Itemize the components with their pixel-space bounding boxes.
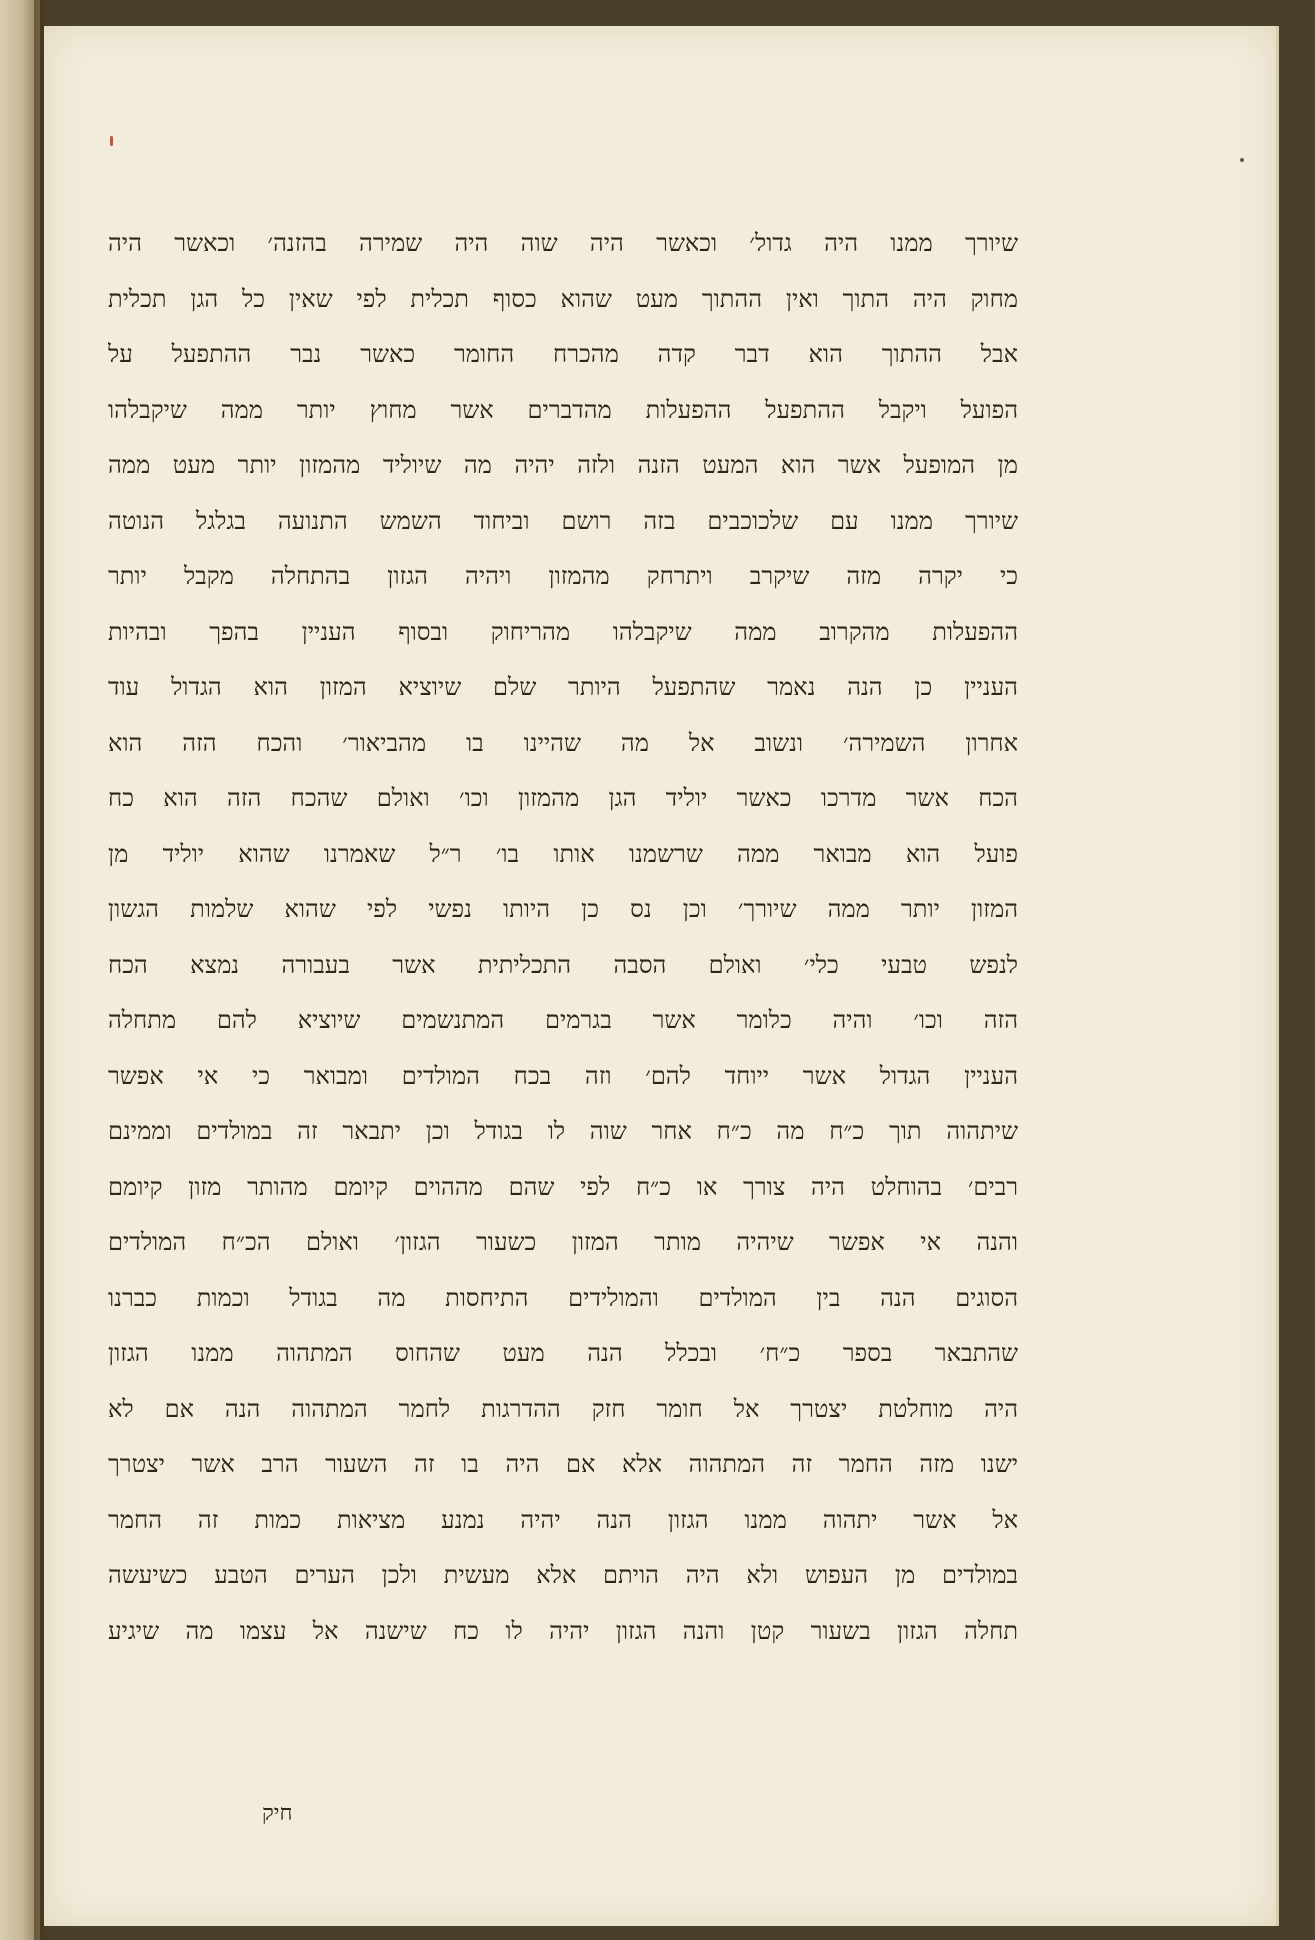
text-line: אל אשר יתהוה ממנו הגזון הנה יהיה נמנע מציאות כמות זה החמר bbox=[108, 1505, 1018, 1534]
text-line: ההפעלות מהקרוב ממה שיקבלהו מהריחוק ובסוף העניין בהפך ובהיות bbox=[108, 617, 1018, 646]
text-line: כי יקרה מזה שיקרב ויתרחק מהמזון ויהיה הגזון בהתחלה מקבל יותר bbox=[108, 562, 1018, 590]
ink-spot bbox=[1240, 158, 1244, 162]
margin-mark bbox=[110, 136, 113, 146]
text-line: אחרון השמירה׳ ונשוב אל מה שהיינו בו מהביאור׳ והכח הזה הוא bbox=[108, 728, 1018, 757]
text-line: שיורך ממנו היה גדול׳ וכאשר היה שוה היה שמירה בהזנה׳ וכאשר היה bbox=[108, 229, 1018, 257]
text-line: אבל ההתוך הוא דבר קדה מהכרח החומר כאשר נבר ההתפעל על bbox=[108, 340, 1018, 368]
text-line: והנה אי אפשר שיהיה מותר המזון כשעור הגזון׳ ואולם הכ״ח המולדים bbox=[108, 1228, 1018, 1256]
text-line: היה מוחלטת יצטרך אל חומר חזק ההדרגות לחמר המתהוה הנה אם לא bbox=[108, 1394, 1018, 1423]
text-line: תחלה הגזון בשעור קטן והנה הגזון יהיה לו כח שישנה אל עצמו מה שיגיע bbox=[108, 1616, 1018, 1645]
text-line: לנפש טבעי כלי׳ ואולם הסבה התכליתית אשר בעבורה נמצא הכח bbox=[108, 950, 1018, 979]
text-line: העניין הגדול אשר ייוחד להם׳ וזה בכח המולדים ומבואר כי אי אפשר bbox=[108, 1061, 1018, 1090]
text-line: שיתהוה תוך כ״ח מה כ״ח אחר שוה לו בגודל וכן יתבאר זה במולדים וממינם bbox=[108, 1117, 1018, 1145]
text-line: מחוק היה התוך ואין ההתוך מעט שהוא כסוף תכלית לפי שאין כל הגן תכלית bbox=[108, 284, 1018, 313]
text-line: העניין כן הנה נאמר שהתפעל היותר שלם שיוציא המזון הוא הגדול עוד bbox=[108, 673, 1018, 701]
text-line: שהתבאר בספר כ״ח׳ ובכלל הנה מעט שהחוס המתהוה ממנו הגזון bbox=[108, 1339, 1018, 1367]
text-line: במולדים מן העפוש ולא היה הויתם אלא מעשית ולכן הערים הטבע כשיעשה bbox=[108, 1561, 1018, 1589]
text-line: שיורך ממנו עם שלכוכבים בזה רושם וביחוד השמש התנועה בגלגל הנוטה bbox=[108, 506, 1018, 535]
text-line: המזון יותר ממה שיורך׳ וכן נס כן היותו נפשי לפי שהוא שלמות הגשון bbox=[108, 895, 1018, 923]
text-line: רבים׳ בהוחלט היה צורך או כ״ח לפי שהם מההוים קיומם מהותר מזון קיומם bbox=[108, 1172, 1018, 1201]
text-block bbox=[108, 216, 1018, 1659]
text-line: הסוגים הנה בין המולדים והמולידים התיחסות מה בגודל וכמות כברנו bbox=[108, 1283, 1018, 1312]
text-line: פועל הוא מבואר ממה שרשמנו אותו בו׳ ר״ל שאמרנו שהוא יוליד מן bbox=[108, 839, 1018, 868]
text-line: ישנו מזה החמר זה המתהוה אלא אם היה בו זה השעור הרב אשר יצטרך bbox=[108, 1450, 1018, 1478]
text-line: הכח אשר מדרכו כאשר יוליד הגן מהמזון וכו׳ ואולם שהכח הזה הוא כח bbox=[108, 784, 1018, 812]
text-line: הפועל ויקבל ההתפעל ההפעלות מהדברים אשר מחוץ יותר ממה שיקבלהו bbox=[108, 395, 1018, 424]
catchword: חיק bbox=[262, 1801, 293, 1826]
text-line: מן המופעל אשר הוא המעט הזנה ולזה יהיה מה שיוליד מהמזון יותר מעט ממה bbox=[108, 451, 1018, 479]
text-line: הזה וכו׳ והיה כלומר אשר בגרמים המתנשמים שיוציא להם מתחלה bbox=[108, 1006, 1018, 1034]
